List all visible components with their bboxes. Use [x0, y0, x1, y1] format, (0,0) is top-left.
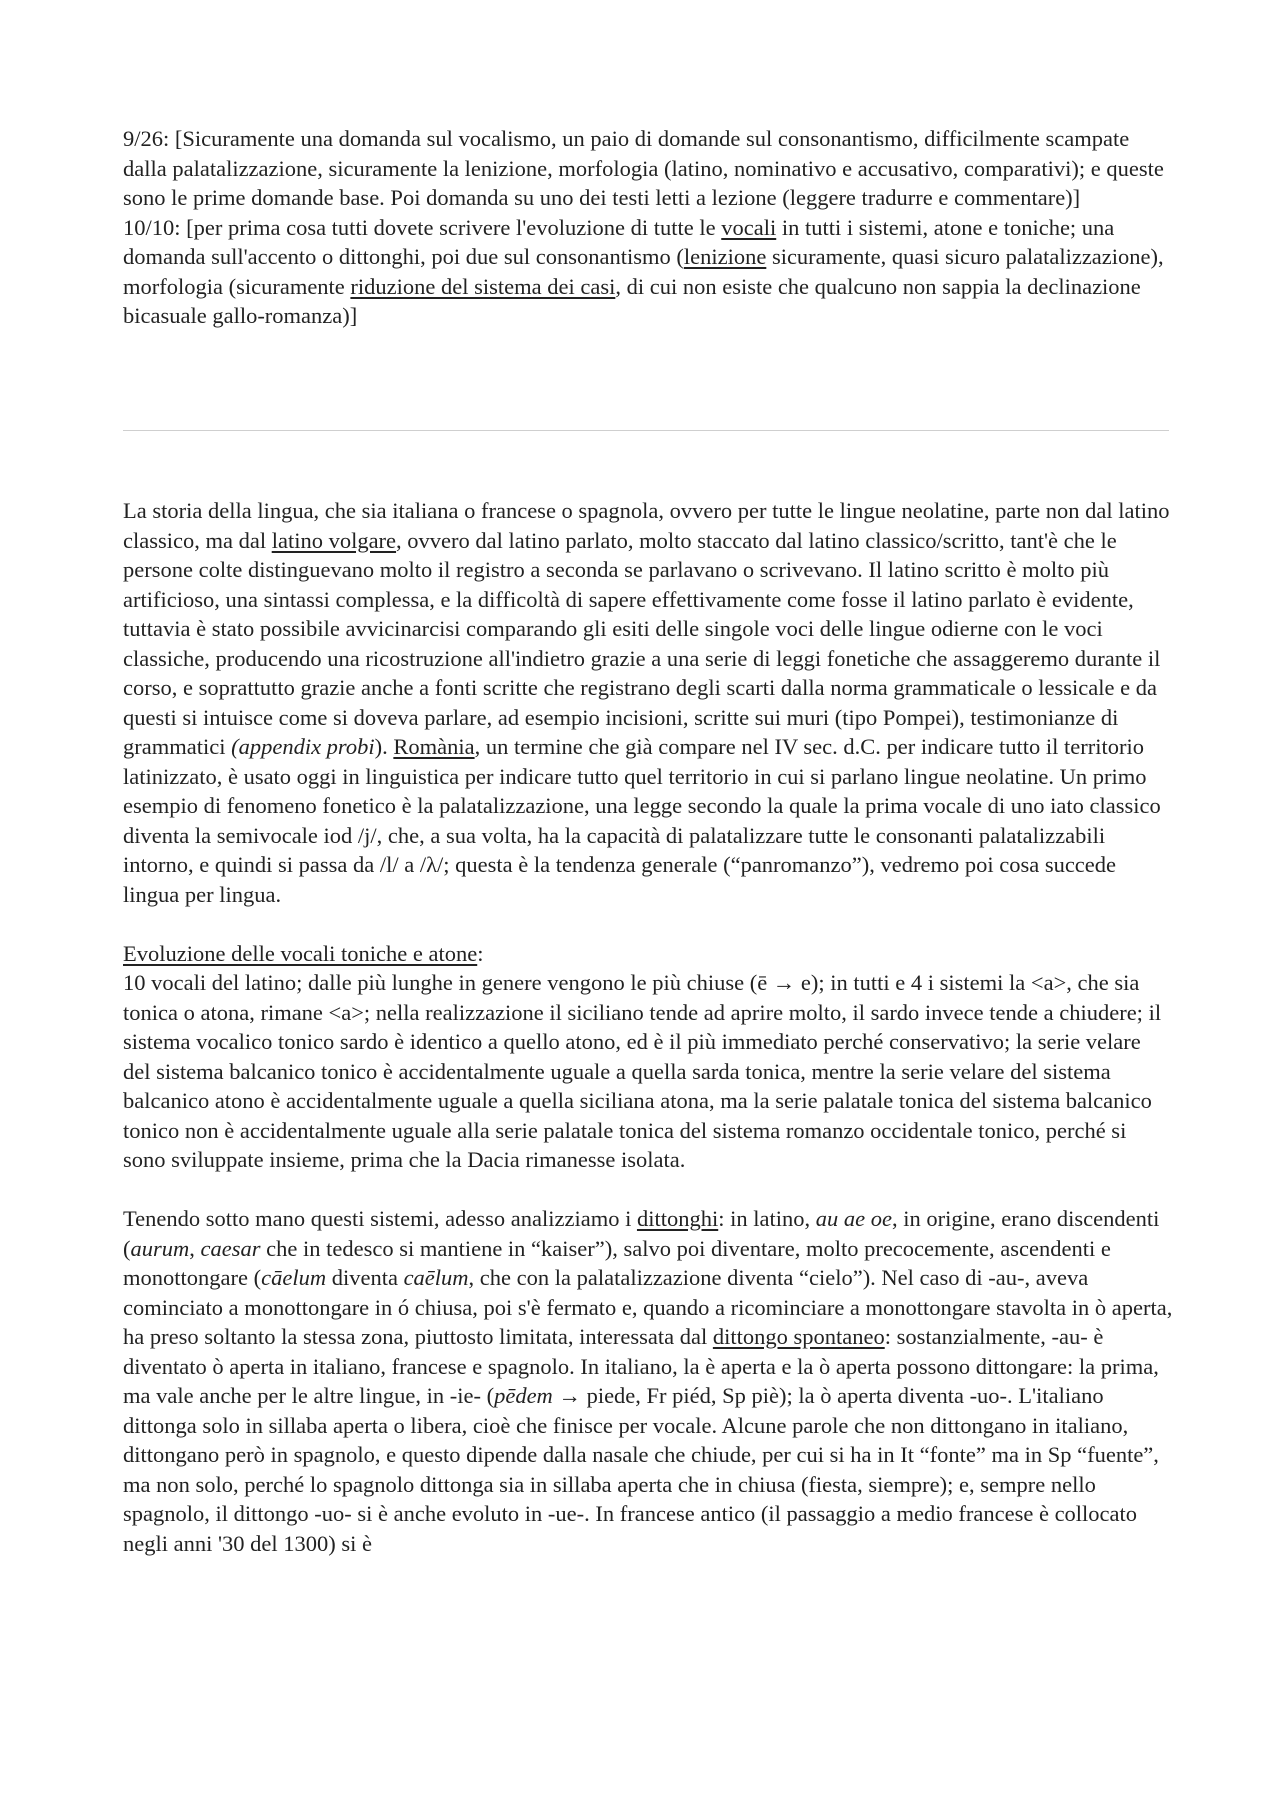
paragraph-vocali	[123, 939, 1173, 1175]
text-run: , che con la palatalizzazione diventa “cielo”). Nel caso di -au-, aveva cominciato a monottongare in ó chiusa, poi s'è fermato e, quando a ricominciare a monottongare stavolta in ò aperta, ha preso soltanto la stessa zona, piuttosto limitata, interessata dal	[123, 1265, 1173, 1349]
text-run: Tenendo sotto mano questi sistemi, adesso analizziamo i	[123, 1206, 637, 1231]
link-latino-volgare[interactable]: latino volgare	[271, 527, 397, 553]
link-romania[interactable]: Romània	[393, 734, 475, 759]
text-run: , di cui non esiste che qualcuno non sappia la declinazione bicasuale gallo-romanza)]	[123, 273, 1141, 328]
link-dittonghi[interactable]: dittonghi	[636, 1206, 719, 1231]
text-run: → piede, Fr piéd, Sp piè); la ò aperta diventa -uo-. L'italiano dittonga solo in sillaba aperta o libera, cioè che finisce per vocale. Alcune parole che non dittongano in italiano, dittongano però in spagnolo, e questo dipende dalla nasale che chiude, per cui si ha in It “fonte” ma in Sp “fuente”, ma non solo, perché lo spagnolo dittonga sia in sillaba aperta che in chiusa (fiesta, siempre); e, sempre nello spagnolo, il dittongo -uo- si è anche evoluto in -ue-. In francese antico (il passaggio a medio francese è collocato negli anni '30 del 1300) si è	[123, 1383, 1159, 1556]
link-lenizione[interactable]: lenizione	[683, 244, 767, 269]
text-run: :	[477, 940, 484, 966]
paragraph-gap	[123, 909, 1173, 939]
paragraph-gap	[123, 1175, 1173, 1205]
exam-notes	[123, 124, 1173, 331]
text-run: in tutti i sistemi, atone e toniche; una domanda sull'accento o dittonghi, poi due sul consonantismo (	[123, 214, 1115, 269]
italic-term: caesar	[200, 1235, 261, 1261]
text-run: : sostanzialmente, -au- è diventato ò aperta in italiano, francese e spagnolo. In italiano, la è aperta e la ò aperta possono dittongare: la prima, ma vale anche per le altre lingue, in -ie- (	[123, 1324, 1159, 1408]
section-heading-vocali[interactable]: Evoluzione delle vocali toniche e atone	[123, 940, 478, 966]
paragraph-intro	[123, 496, 1173, 909]
link-dittongo-spontaneo[interactable]: dittongo spontaneo	[712, 1324, 885, 1349]
main-text	[123, 496, 1173, 1558]
text-run: ).	[374, 734, 394, 759]
text-run: 10/10: [per prima cosa tutti dovete scrivere l'evoluzione di tutte le	[123, 214, 722, 240]
exam-note-9-26: 9/26: [Sicuramente una domanda sul vocalismo, un paio di domande sul consonantismo, difficilmente scampate dalla palatalizzazione, sicuramente la lenizione, morfologia (latino, nominativo e accusativo, comparativi); e queste sono le prime domande base. Poi domanda su uno dei testi letti a lezione (leggere tradurre e commentare)]	[123, 126, 1164, 210]
exam-note-10-10	[123, 213, 1173, 331]
link-riduzione-casi[interactable]: riduzione del sistema dei casi	[350, 273, 616, 299]
paragraph-dittonghi	[123, 1204, 1173, 1558]
horizontal-rule	[123, 430, 1169, 431]
text-run: ,	[189, 1235, 201, 1261]
text-run: , un termine che già compare nel IV sec. d.C. per indicare tutto il territorio latinizzato, è usato oggi in linguistica per indicare tutto quel territorio in cui si parlano lingue neolatine. Un primo esempio di fenomeno fonetico è la palatalizzazione, una legge secondo la quale la prima vocale di uno iato classico diventa la semivocale iod /j/, che, a sua volta, ha la capacità di palatalizzare tutte le consonanti palatalizzabili intorno, e quindi si passa da /l/ a /λ/; questa è la tendenza generale (“panromanzo”), vedremo poi cosa succede lingua per lingua.	[123, 734, 1161, 907]
italic-term: aurum	[130, 1235, 190, 1261]
italic-term: au ae oe	[815, 1206, 892, 1231]
italic-term: caēlum	[403, 1265, 469, 1290]
text-run: diventa	[326, 1265, 404, 1290]
link-vocali[interactable]: vocali	[721, 214, 777, 240]
italic-term: cāelum	[261, 1265, 327, 1290]
text-run: che in tedesco si mantiene in “kaiser”), salvo poi diventare, molto precocemente, ascendenti e monottongare (	[123, 1235, 1111, 1290]
text-run: 10 vocali del latino; dalle più lunghe in genere vengono le più chiuse (ē → e); in tutti e 4 i sistemi la <a>, che sia tonica o atona, rimane <a>; nella realizzazione il siciliano tende ad aprire molto, il sardo invece tende a chiudere; il sistema vocalico tonico sardo è identico a quello atono, ed è il più immediato perché conservativo; la serie velare del sistema balcanico tonico è accidentalmente uguale a quella sarda tonica, mentre la serie velare del sistema balcanico atono è accidentalmente uguale a quella siciliana atona, ma la serie palatale tonica del sistema balcanico tonico non è accidentalmente uguale alla serie palatale tonica del sistema romanzo occidentale tonico, perché si sono sviluppate insieme, prima che la Dacia rimanesse isolata.	[123, 970, 1162, 1172]
italic-term: pēdem	[494, 1383, 553, 1408]
italic-term: (appendix probi	[231, 734, 375, 759]
text-run: , ovvero dal latino parlato, molto staccato dal latino classico/scritto, tant'è che le persone colte distinguevano molto il registro a seconda se parlavano o scrivevano. Il latino scritto è molto più artificioso, una sintassi complessa, e la difficoltà di sapere effettivamente come fosse il latino parlato è evidente, tuttavia è stato possibile avvicinarcisi comparando gli esiti delle singole voci delle lingue odierne con le voci classiche, producendo una ricostruzione all'indietro grazie a una serie di leggi fonetiche che assaggeremo durante il corso, e soprattutto grazie anche a fonti scritte che registrano degli scarti dalla norma grammaticale o lessicale e da questi si intuisce come si doveva parlare, ad esempio incisioni, scritte sui muri (tipo Pompei), testimonianze di grammatici	[123, 527, 1161, 759]
text-run: : in latino,	[718, 1206, 816, 1231]
text-run: sicuramente, quasi sicuro palatalizzazione), morfologia (sicuramente	[123, 244, 1164, 299]
text-run: , in origine, erano discendenti (	[123, 1206, 1160, 1261]
text-run: La storia della lingua, che sia italiana o francese o spagnola, ovvero per tutte le lingue neolatine, parte non dal latino classico, ma dal	[123, 498, 1170, 553]
